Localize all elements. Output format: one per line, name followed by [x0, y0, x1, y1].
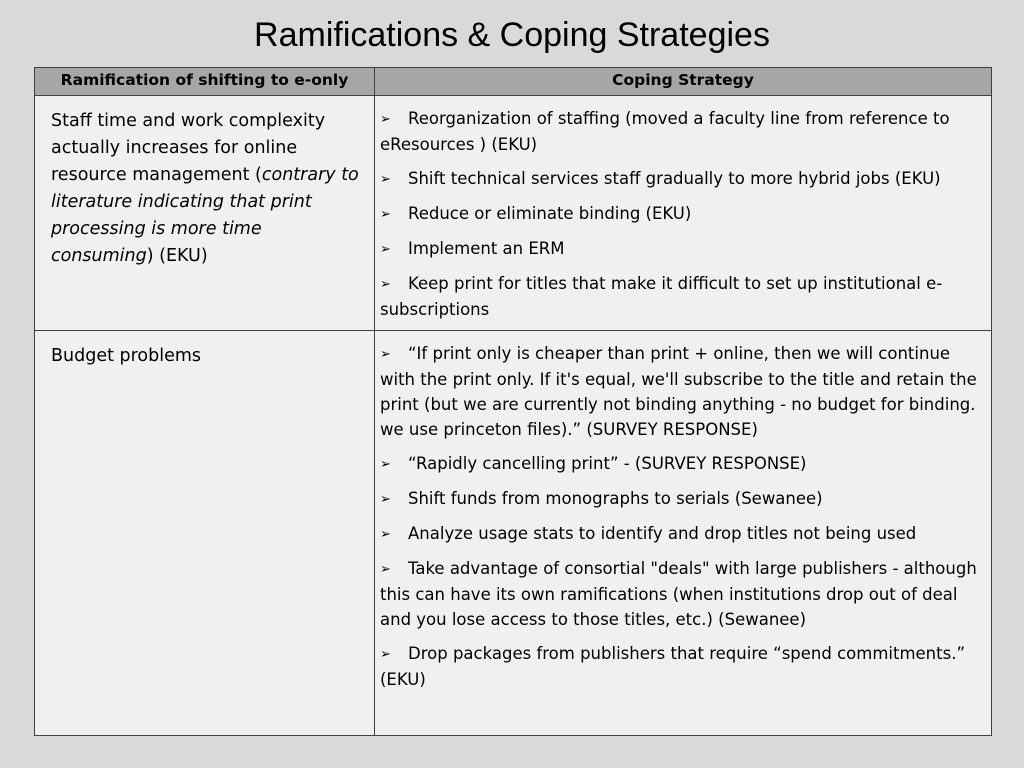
- arrow-bullet-icon: ➢: [380, 647, 391, 662]
- strategy-text: Keep print for titles that make it difficult to set up institutional e-subscriptions: [380, 274, 943, 319]
- strategy-bullet: [380, 451, 981, 477]
- table-header-row: [35, 68, 992, 96]
- arrow-bullet-icon: ➢: [380, 277, 391, 292]
- strategy-text: Reduce or eliminate binding (EKU): [408, 204, 692, 223]
- strategy-bullet: [380, 641, 981, 692]
- strategy-bullet: [380, 341, 981, 442]
- strategy-text: Drop packages from publishers that require “spend commitments.” (EKU): [380, 644, 965, 689]
- strategy-bullet: [380, 271, 981, 322]
- table-row: [35, 96, 992, 331]
- strategy-bullet: [380, 106, 981, 157]
- arrow-bullet-icon: ➢: [380, 492, 391, 507]
- ramification-text: Staff time and work complexity actually increases for online resource management (: [51, 111, 326, 185]
- strategy-text: Shift funds from monographs to serials (Sewanee): [408, 489, 823, 508]
- strategy-bullet: [380, 201, 981, 227]
- strategy-text: Reorganization of staffing (moved a faculty line from reference to eResources ) (EKU): [380, 109, 950, 154]
- arrow-bullet-icon: ➢: [380, 457, 391, 472]
- strategy-text: “If print only is cheaper than print + online, then we will continue with the print only. If it's equal, we'll subscribe to the title and retain the print (but we are currently not binding anything - no budget for binding. we use princeton files).” (SURVEY RESPONSE): [380, 344, 977, 439]
- strategy-bullet: [380, 486, 981, 512]
- strategy-bullet: [380, 556, 981, 632]
- ramification-source: ) (EKU): [146, 246, 208, 266]
- coping-strategy-cell: [375, 331, 992, 736]
- arrow-bullet-icon: ➢: [380, 207, 391, 222]
- arrow-bullet-icon: ➢: [380, 347, 391, 362]
- strategy-text: Take advantage of consortial "deals" with large publishers - although this can have its own ramifications (when institutions drop out of deal and you lose access to those titles, etc.) (Sewanee): [380, 559, 977, 629]
- arrow-bullet-icon: ➢: [380, 172, 391, 187]
- ramification-italic-note: contrary to literature indicating that print processing is more time consuming: [51, 165, 359, 266]
- strategy-text: Analyze usage stats to identify and drop titles not being used: [408, 524, 917, 543]
- ramifications-table: [34, 67, 992, 736]
- arrow-bullet-icon: ➢: [380, 527, 391, 542]
- strategy-bullet: [380, 166, 981, 192]
- arrow-bullet-icon: ➢: [380, 242, 391, 257]
- strategy-bullet: [380, 236, 981, 262]
- ramification-cell: [35, 331, 375, 736]
- strategy-bullet: [380, 521, 981, 547]
- slide-title: Ramifications & Coping Strategies: [254, 16, 770, 54]
- arrow-bullet-icon: ➢: [380, 112, 391, 127]
- header-ramification: Ramification of shifting to e-only: [35, 68, 375, 96]
- table-row: [35, 331, 992, 736]
- header-coping-strategy: Coping Strategy: [375, 68, 992, 96]
- strategy-text: “Rapidly cancelling print” - (SURVEY RESPONSE): [408, 454, 807, 473]
- strategy-text: Shift technical services staff gradually to more hybrid jobs (EKU): [408, 169, 941, 188]
- ramification-text: Budget problems: [51, 346, 202, 366]
- ramification-cell: [35, 96, 375, 331]
- coping-strategy-cell: [375, 96, 992, 331]
- arrow-bullet-icon: ➢: [380, 562, 391, 577]
- strategy-text: Implement an ERM: [408, 239, 565, 258]
